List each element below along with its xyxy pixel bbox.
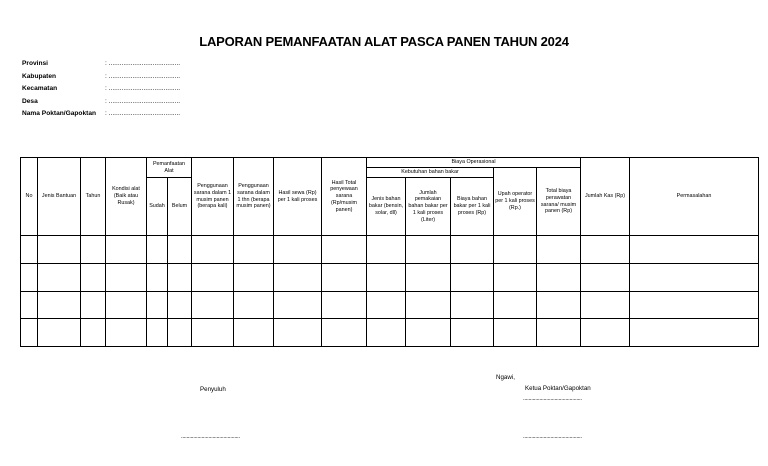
table-cell[interactable]	[38, 319, 81, 347]
header-tahun: Tahun	[81, 158, 106, 236]
table-cell[interactable]	[406, 263, 451, 291]
header-sudah: Sudah	[147, 178, 168, 236]
table-cell[interactable]	[192, 236, 234, 264]
info-label: Kecamatan	[22, 85, 58, 92]
header-penggunaan-musim: Penggunaan sarana dalam 1 musim panen (berapa kali)	[192, 158, 234, 236]
table-cell[interactable]	[630, 291, 759, 319]
report-title: LAPORAN PEMANFAATAN ALAT PASCA PANEN TAHUN 2024	[199, 34, 569, 49]
header-hasil-total: Hasil Total penyewaan sarana (Rp/musim panen)	[322, 158, 367, 236]
table-cell[interactable]	[192, 263, 234, 291]
table-cell[interactable]	[322, 236, 367, 264]
table-cell[interactable]	[494, 291, 537, 319]
table-cell[interactable]	[81, 319, 106, 347]
table-cell[interactable]	[537, 291, 581, 319]
table-cell[interactable]	[106, 291, 147, 319]
header-jumlah-pemakaian: Jumlah pemakaian bahan bakar per 1 kali proses (Liter)	[406, 178, 451, 236]
table-cell[interactable]	[274, 291, 322, 319]
table-cell[interactable]	[106, 319, 147, 347]
table-cell[interactable]	[81, 263, 106, 291]
table-cell[interactable]	[21, 236, 38, 264]
table-cell[interactable]	[21, 291, 38, 319]
table-cell[interactable]	[234, 291, 274, 319]
header-kebutuhan-bahan-bakar: Kebutuhan bahan bakar	[367, 168, 494, 178]
table-cell[interactable]	[581, 291, 630, 319]
table-body	[21, 236, 759, 347]
table-cell[interactable]	[168, 319, 192, 347]
signature-ketua-dots: ...........................................	[523, 396, 582, 402]
table-cell[interactable]	[168, 236, 192, 264]
table-cell[interactable]	[494, 319, 537, 347]
signature-place: Ngawi,	[496, 374, 515, 381]
table-cell[interactable]	[406, 319, 451, 347]
table-cell[interactable]	[38, 236, 81, 264]
header-permasalahan: Permasalahan	[630, 158, 759, 236]
signature-penyuluh-label: Penyuluh	[200, 386, 226, 393]
header-jenis-bahan-bakar: Jenis bahan bakar (bensin, solar, dll)	[367, 178, 406, 236]
header-pemanfaatan-alat: Pemanfaatan Alat	[147, 158, 192, 178]
info-label: Nama Poktan/Gapoktan	[22, 110, 97, 117]
table-cell[interactable]	[147, 236, 168, 264]
table-cell[interactable]	[537, 319, 581, 347]
header-jenis-bantuan: Jenis Bantuan	[38, 158, 81, 236]
table-cell[interactable]	[630, 263, 759, 291]
table-cell[interactable]	[81, 291, 106, 319]
header-penggunaan-tahun: Penggunaan sarana dalam 1 thn (berapa musim panen)	[234, 158, 274, 236]
table-cell[interactable]	[494, 263, 537, 291]
table-row	[21, 319, 759, 347]
table-row	[21, 291, 759, 319]
header-hasil-sewa: Hasil sewa (Rp) per 1 kali proses	[274, 158, 322, 236]
info-label: Provinsi	[22, 60, 49, 67]
table-cell[interactable]	[21, 319, 38, 347]
table-cell[interactable]	[537, 236, 581, 264]
table-row	[21, 263, 759, 291]
info-value: : .......................................	[105, 60, 181, 67]
header-no: No	[21, 158, 38, 236]
table-cell[interactable]	[274, 319, 322, 347]
table-cell[interactable]	[21, 263, 38, 291]
table-cell[interactable]	[168, 263, 192, 291]
table-cell[interactable]	[106, 263, 147, 291]
signature-ketua-label: Ketua Poktan/Gapoktan	[525, 385, 591, 392]
table-cell[interactable]	[106, 236, 147, 264]
table-cell[interactable]	[234, 263, 274, 291]
table-cell[interactable]	[147, 263, 168, 291]
table-cell[interactable]	[322, 319, 367, 347]
header-biaya-operasional: Biaya Operasional	[367, 158, 581, 168]
table-cell[interactable]	[147, 319, 168, 347]
table-cell[interactable]	[581, 263, 630, 291]
header-biaya-bahan-bakar: Biaya bahan bakar per 1 kali proses (Rp)	[451, 178, 494, 236]
table-cell[interactable]	[234, 236, 274, 264]
table-cell[interactable]	[367, 263, 406, 291]
table-cell[interactable]	[451, 319, 494, 347]
header-jumlah-kas: Jumlah Kas (Rp)	[581, 158, 630, 236]
info-label: Desa	[22, 97, 38, 105]
signature-ketua-line[interactable]: ...........................................	[523, 434, 582, 440]
signature-penyuluh-line[interactable]: ...........................................	[181, 434, 240, 440]
table-cell[interactable]	[630, 236, 759, 264]
table-cell[interactable]	[451, 263, 494, 291]
table-cell[interactable]	[192, 291, 234, 319]
table-cell[interactable]	[147, 291, 168, 319]
table-cell[interactable]	[367, 291, 406, 319]
table-cell[interactable]	[322, 291, 367, 319]
header-belum: Belum	[168, 178, 192, 236]
table-cell[interactable]	[192, 319, 234, 347]
table-cell[interactable]	[234, 319, 274, 347]
table-cell[interactable]	[537, 263, 581, 291]
table-cell[interactable]	[581, 236, 630, 264]
table-cell[interactable]	[406, 236, 451, 264]
info-value: : .......................................	[105, 97, 181, 105]
info-label: Kabupaten	[22, 72, 57, 80]
header-upah-operator: Upah operator per 1 kali proses (Rp.)	[494, 168, 537, 236]
header-kondisi-alat: Kondisi alat (Baik atau Rusak)	[106, 158, 147, 236]
info-value: : .......................................	[105, 85, 181, 92]
table-cell[interactable]	[630, 319, 759, 347]
header-biaya-perawatan: Total biaya perawatan sarana/ musim panen (Rp)	[537, 168, 581, 236]
report-table	[20, 157, 759, 347]
table-cell[interactable]	[168, 291, 192, 319]
table-row	[21, 236, 759, 264]
table-cell[interactable]	[406, 291, 451, 319]
table-cell[interactable]	[38, 263, 81, 291]
info-value: : .......................................	[105, 110, 181, 117]
table-cell[interactable]	[451, 236, 494, 264]
info-value: : .......................................	[105, 72, 181, 80]
table-cell[interactable]	[494, 236, 537, 264]
table-cell[interactable]	[581, 319, 630, 347]
table-cell[interactable]	[274, 263, 322, 291]
table-cell[interactable]	[81, 236, 106, 264]
table-cell[interactable]	[322, 263, 367, 291]
table-cell[interactable]	[367, 319, 406, 347]
table-cell[interactable]	[451, 291, 494, 319]
table-cell[interactable]	[38, 291, 81, 319]
table-cell[interactable]	[367, 236, 406, 264]
table-cell[interactable]	[274, 236, 322, 264]
